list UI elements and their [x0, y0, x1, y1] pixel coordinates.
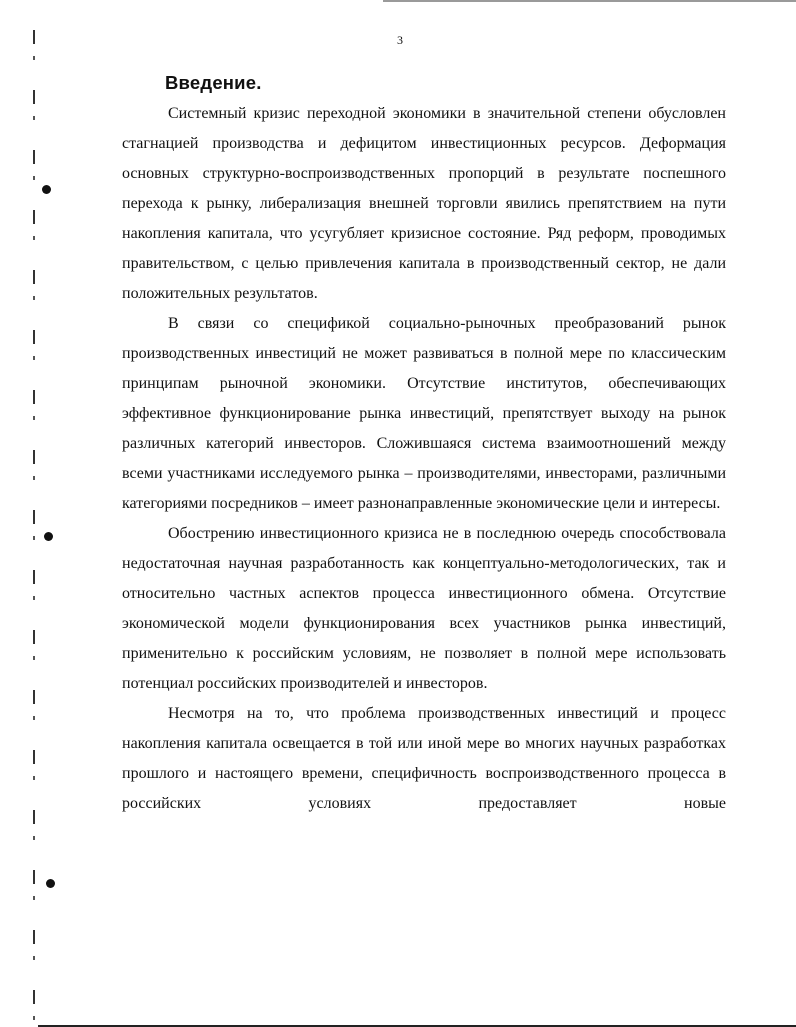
paragraph: Обострению инвестиционного кризиса не в последнюю очередь способствовала недостаточная научная разработанность как концептуально-методологических, так и относительно частных аспектов процесса инвестиционного обмена. Отсутствие экономической модели функционирования всех участников рынка инвестиций, применительно к российским условиям, не позволяет в полной мере использовать потенциал российских производителей и инвесторов.	[122, 525, 726, 692]
document-body	[122, 99, 726, 819]
paragraph: В связи со спецификой социально-рыночных преобразований рынок производственных инвестиций не может развиваться в полной мере по классическим принципам рыночной экономики. Отсутствие институтов, обеспечивающих эффективное функционирование рынка инвестиций, препятствует выходу на рынок различных категорий инвесторов. Сложившаяся система взаимоотношений между всеми участниками исследуемого рынка – производителями, инвесторами, различными категориями посредников – имеет разнонаправленные экономические цели и интересы.	[122, 315, 726, 512]
binder-hole-mark	[46, 879, 55, 888]
scan-edge-left	[33, 30, 35, 1025]
section-heading: Введение.	[165, 72, 262, 93]
paragraph: Системный кризис переходной экономики в значительной степени обусловлен стагнацией производства и дефицитом инвестиционных ресурсов. Деформация основных структурно-воспроизводственных пропорций в результате поспешного перехода к рынку, либерализация внешней торговли явились препятствием на пути накопления капитала, что усугубляет кризисное состояние. Ряд реформ, проводимых правительством, с целью привлечения капитала в производственный сектор, не дали положительных результатов.	[122, 105, 726, 302]
scan-edge-top	[383, 0, 796, 2]
binder-hole-mark	[44, 532, 53, 541]
binder-hole-mark	[42, 185, 51, 194]
page-number: 3	[397, 33, 403, 47]
paragraph: Несмотря на то, что проблема производственных инвестиций и процесс накопления капитала освещается в той или иной мере во многих научных разработках прошлого и настоящего времени, специфичность воспроизводственного процесса в российских условиях предоставляет новые	[122, 705, 726, 812]
